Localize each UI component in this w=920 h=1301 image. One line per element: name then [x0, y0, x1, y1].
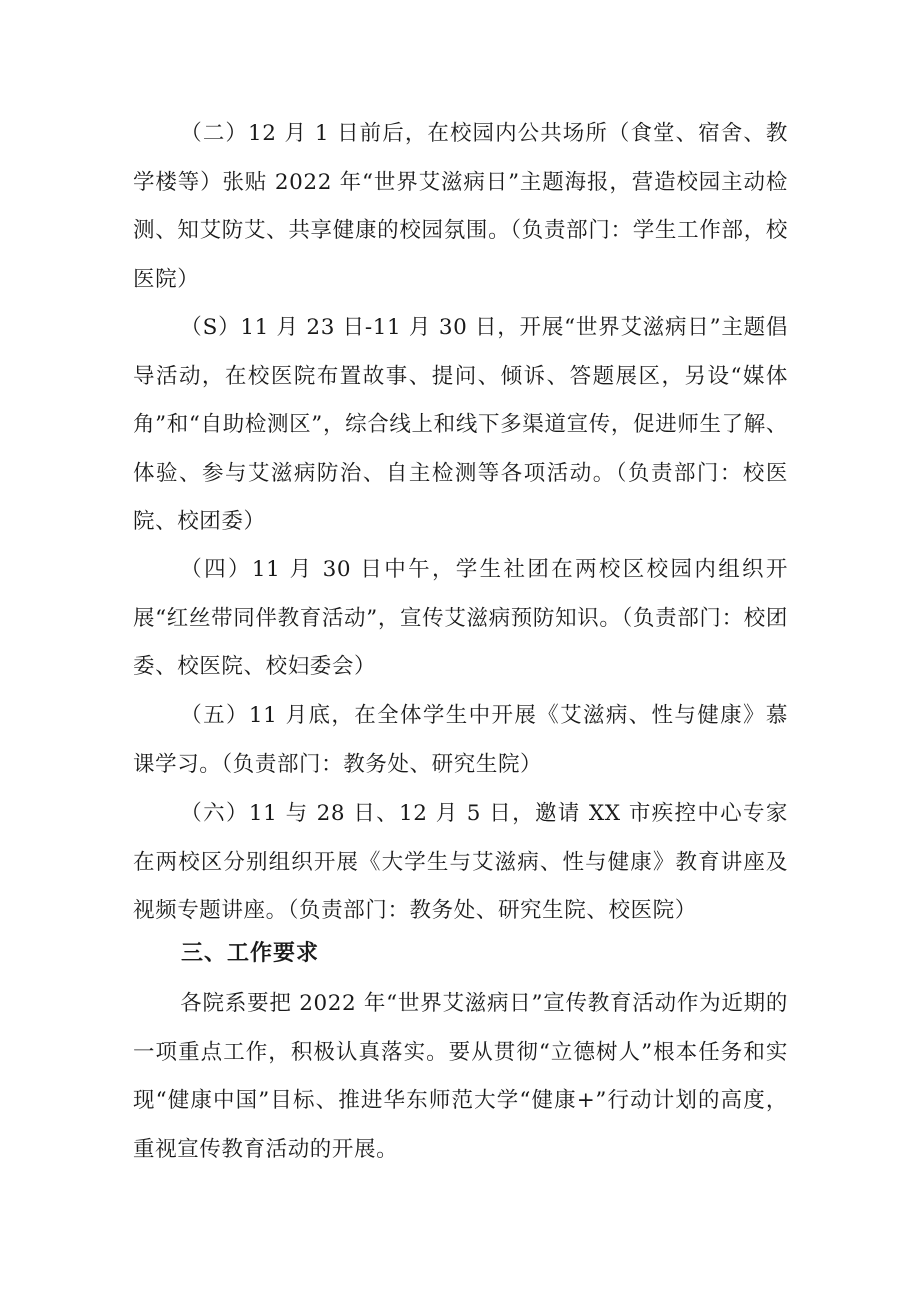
closing-paragraph: 各院系要把 2022 年“世界艾滋病日”宣传教育活动作为近期的一项重点工作，积极认真落实。要从贯彻“立德树人”根本任务和实现“健康中国”目标、推进华东师范大学“健康+”行动计划的高度，重视宣传教育活动的开展。: [133, 991, 788, 1162]
paragraph-item-5: （五）11 月底，在全体学生中开展《艾滋病、性与健康》慕课学习。（负责部门：教务处、研究生院）: [133, 703, 788, 777]
paragraph-item-2: （二）12 月 1 日前后，在校园内公共场所（食堂、宿舍、教学楼等）张贴 2022 年“世界艾滋病日”主题海报，营造校园主动检测、知艾防艾、共享健康的校园氛围。（负责部门：学生工作部，校医院）: [133, 121, 788, 292]
section-heading: 三、工作要求: [181, 941, 320, 966]
paragraph-item-6: （六）11 与 28 日、12 月 5 日，邀请 XX 市疾控中心专家在两校区分别组织开展《大学生与艾滋病、性与健康》教育讲座及视频专题讲座。（负责部门：教务处、研究生院、校医院）: [133, 801, 788, 923]
paragraph-item-4: （四）11 月 30 日中午，学生社团在两校区校园内组织开展“红丝带同伴教育活动”，宣传艾滋病预防知识。（负责部门：校团委、校医院、校妇委会）: [133, 557, 788, 679]
paragraph-item-3: （S）11 月 23 日-11 月 30 日，开展“世界艾滋病日”主题倡导活动，在校医院布置故事、提问、倾诉、答题展区，另设“媒体角”和“自助检测区”，综合线上和线下多渠道宣传，促进师生了解、体验、参与艾滋病防治、自主检测等各项活动。（负责部门：校医院、校团委）: [133, 315, 788, 534]
